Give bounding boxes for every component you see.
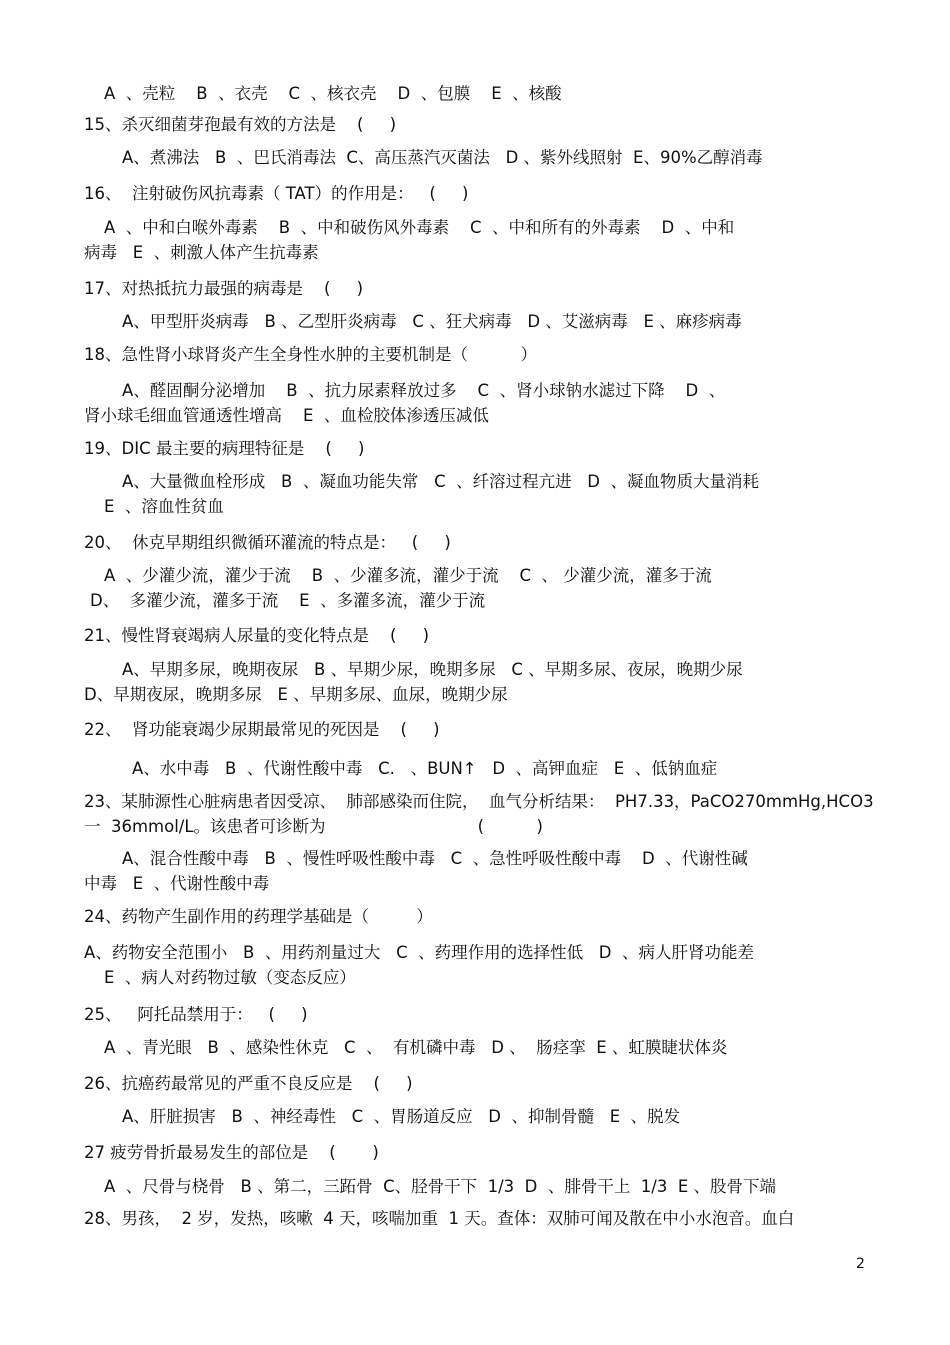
- text-line: A、药物安全范围小 B 、用药剂量过大 C 、药理作用的选择性低 D 、病人肝肾功能差: [84, 943, 755, 962]
- text-line: A 、尺骨与桡骨 B 、第二，三跖骨 C、胫骨干下 1/3 D 、腓骨干上 1/3 E 、股骨下端: [104, 1177, 777, 1196]
- text-line: E 、溶血性贫血: [104, 497, 224, 516]
- text-line: 病毒 E 、刺激人体产生抗毒素: [84, 243, 319, 262]
- text-line: A、早期多尿，晚期夜尿 B 、早期少尿，晚期多尿 C 、早期多尿、夜尿，晚期少尿: [122, 660, 743, 679]
- text-line: 一 36mmol/L。该患者可诊断为 ( ): [84, 817, 543, 836]
- question-16: 16、 注射破伤风抗毒素（ TAT）的作用是： ( ): [84, 184, 469, 203]
- text-line: A、甲型肝炎病毒 B 、乙型肝炎病毒 C 、狂犬病毒 D 、艾滋病毒 E 、麻疹病毒: [122, 312, 742, 331]
- question-28: 28、男孩， 2 岁，发热，咳嗽 4 天，咳喘加重 1 天。查体：双肺可闻及散在中小水泡音。血白: [84, 1209, 795, 1228]
- question-17: 17、对热抵抗力最强的病毒是 ( ): [84, 279, 364, 298]
- text-line: 中毒 E 、代谢性酸中毒: [84, 874, 270, 893]
- text-line: A、混合性酸中毒 B 、慢性呼吸性酸中毒 C 、急性呼吸性酸中毒 D 、代谢性碱: [122, 849, 748, 868]
- question-22: 22、 肾功能衰竭少尿期最常见的死因是 ( ): [84, 720, 440, 739]
- text-line: E 、病人对药物过敏（变态反应）: [104, 968, 356, 987]
- question-18: 18、急性肾小球肾炎产生全身性水肿的主要机制是（ ）: [84, 345, 537, 364]
- text-line: A 、壳粒 B 、衣壳 C 、核衣壳 D 、包膜 E 、核酸: [104, 84, 562, 103]
- text-line: A 、少灌少流，灌少于流 B 、少灌多流，灌少于流 C 、 少灌少流，灌多于流: [104, 566, 712, 585]
- question-23: 23、某肺源性心脏病患者因受凉、 肺部感染而住院， 血气分析结果： PH7.33，PaCO270mmHg,HCO3: [84, 792, 874, 811]
- text-line: D、 多灌少流，灌多于流 E 、多灌多流，灌少于流: [90, 591, 486, 610]
- text-line: A 、青光眼 B 、感染性休克 C 、 有机磷中毒 D 、 肠痉挛 E 、虹膜睫状体炎: [104, 1038, 728, 1057]
- text-line: 肾小球毛细血管通透性增高 E 、血检胶体渗透压减低: [84, 406, 489, 425]
- question-27: 27 疲劳骨折最易发生的部位是 ( ): [84, 1143, 379, 1162]
- question-15: 15、杀灭细菌芽孢最有效的方法是 ( ): [84, 115, 397, 134]
- text-line: A、醛固酮分泌增加 B 、抗力尿素释放过多 C 、肾小球钠水滤过下降 D 、: [122, 381, 726, 400]
- text-line: D、早期夜尿，晚期多尿 E 、早期多尿、血尿，晚期少尿: [84, 685, 508, 704]
- text-line: A、水中毒 B 、代谢性酸中毒 C. 、BUN↑ D 、高钾血症 E 、低钠血症: [132, 759, 718, 778]
- text-line: A、煮沸法 B 、巴氏消毒法 C、高压蒸汽灭菌法 D 、紫外线照射 E、90%乙醇消毒: [122, 148, 763, 167]
- question-19: 19、DIC 最主要的病理特征是 ( ): [84, 439, 365, 458]
- question-25: 25、 阿托品禁用于： ( ): [84, 1005, 308, 1024]
- text-line: A、大量微血栓形成 B 、凝血功能失常 C 、纤溶过程亢进 D 、凝血物质大量消耗: [122, 472, 760, 491]
- question-26: 26、抗癌药最常见的严重不良反应是 ( ): [84, 1074, 413, 1093]
- page-number: 2: [856, 1256, 865, 1272]
- text-line: A 、中和白喉外毒素 B 、中和破伤风外毒素 C 、中和所有的外毒素 D 、中和: [104, 218, 735, 237]
- question-21: 21、慢性肾衰竭病人尿量的变化特点是 ( ): [84, 626, 430, 645]
- text-line: A、肝脏损害 B 、神经毒性 C 、胃肠道反应 D 、抑制骨髓 E 、脱发: [122, 1107, 681, 1126]
- question-20: 20、 休克早期组织微循环灌流的特点是： ( ): [84, 533, 451, 552]
- question-24: 24、药物产生副作用的药理学基础是（ ）: [84, 907, 433, 926]
